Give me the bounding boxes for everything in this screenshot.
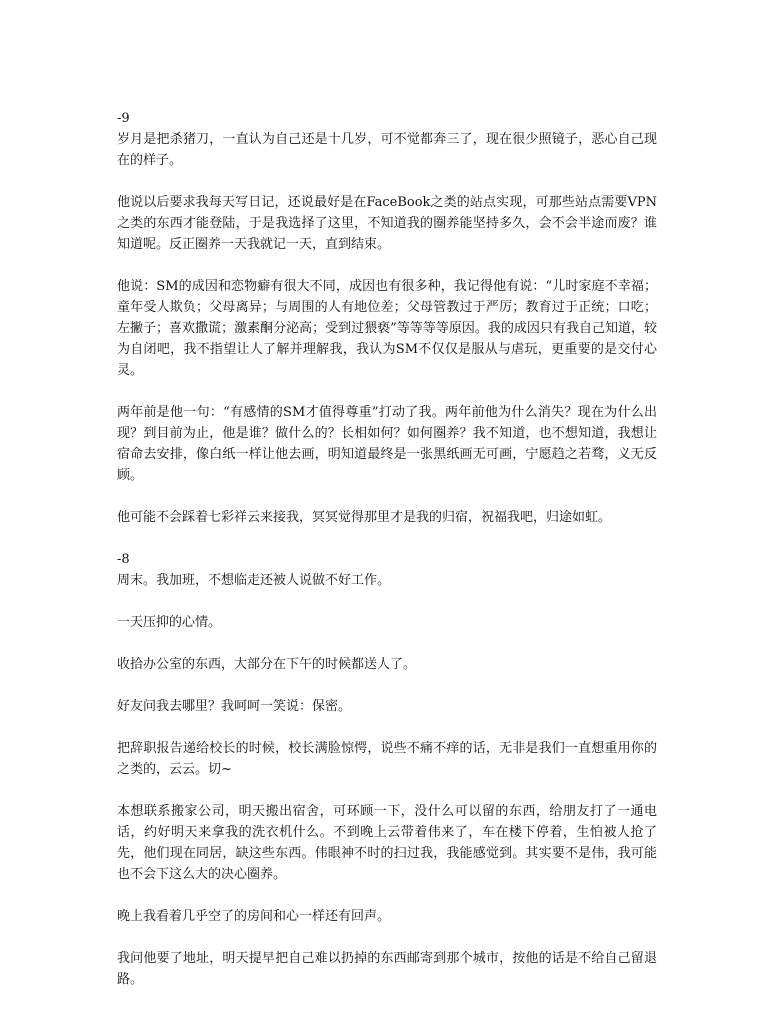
paragraph: 岁月是把杀猪刀，一直认为自己还是十几岁，可不觉都奔三了，现在很少照镜子，恶心自己现在的样子。 — [117, 132, 657, 168]
paragraph: 周末。我加班，不想临走还被人说做不好工作。 — [117, 573, 391, 588]
entry-heading: -8 — [117, 552, 130, 567]
paragraph: 他说以后要求我每天写日记，还说最好是在FaceBook之类的站点实现，可那些站点需要VPN之类的东西才能登陆，于是我选择了这里，不知道我的圈养能坚持多久，会不会半途而废？谁知道呢。反正圈养一天我就记一天，直到结束。 — [117, 195, 657, 252]
paragraph: 一天压抑的心情。 — [117, 615, 222, 630]
paragraph: 他可能不会踩着七彩祥云来接我，冥冥觉得那里才是我的归宿，祝福我吧，归途如虹。 — [117, 510, 612, 525]
paragraph: 把辞职报告递给校长的时候，校长满脸惊愕，说些不痛不痒的话，无非是我们一直想重用你的之类的，云云。切~ — [117, 741, 657, 777]
paragraph: 两年前是他一句：“有感情的SM才值得尊重”打动了我。两年前他为什么消失？现在为什么出现？到目前为止，他是谁？做什么的？长相如何？如何圈养？我不知道，也不想知道，我想让宿命去安排，像白纸一样让他去画，明知道最终是一张黑纸画无可画，宁愿趋之若骛，义无反顾。 — [117, 405, 657, 483]
paragraph: 本想联系搬家公司，明天搬出宿舍，可环顾一下，没什么可以留的东西，给朋友打了一通电话，约好明天来拿我的洗衣机什么。不到晚上云带着伟来了，车在楼下停着，生怕被人抢了先，他们现在同居，缺这些东西。伟眼神不时的扫过我，我能感觉到。其实要不是伟，我可能也不会下这么大的决心圈养。 — [117, 804, 657, 882]
entry-heading: -9 — [117, 111, 130, 126]
paragraph: 我问他要了地址，明天提早把自己难以扔掉的东西邮寄到那个城市，按他的话是不给自己留退路。 — [117, 951, 657, 987]
paragraph: 收拾办公室的东西，大部分在下午的时候都送人了。 — [117, 657, 417, 672]
paragraph: 他说：SM的成因和恋物癖有很大不同，成因也有很多种，我记得他有说：“儿时家庭不幸福；童年受人欺负；父母离异；与周围的人有地位差；父母管教过于严厉；教育过于正统；口吃；左撇子；喜欢撒谎；激素酮分泌高；受到过猥亵”等等等等原因。我的成因只有我自己知道，较为自闭吧，我不指望让人了解并理解我，我认为SM不仅仅是服从与虐玩，更重要的是交付心灵。 — [117, 279, 657, 378]
paragraph: 晚上我看着几乎空了的房间和心一样还有回声。 — [117, 909, 391, 924]
document-body — [117, 108, 657, 990]
paragraph: 好友问我去哪里？我呵呵一笑说：保密。 — [117, 699, 352, 714]
